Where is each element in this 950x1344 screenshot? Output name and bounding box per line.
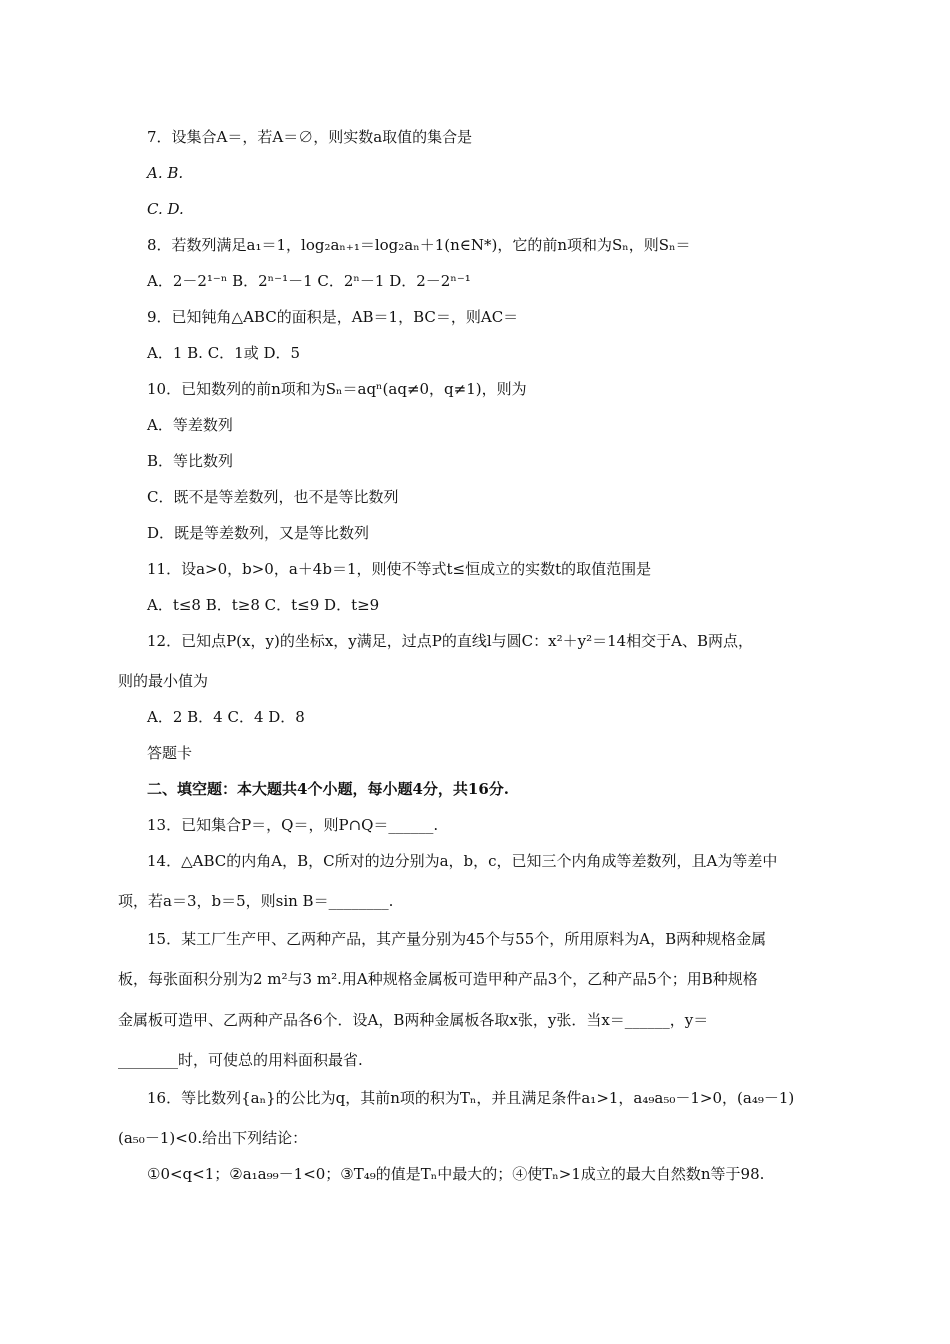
q11-stem: 11．设a>0，b>0，a＋4b＝1，则使不等式t≤恒成立的实数t的取值范围是	[147, 560, 652, 578]
q7-stem: 7．设集合A＝，若A＝∅，则实数a取值的集合是	[147, 128, 473, 146]
q12-stem-cont: 则的最小值为	[118, 672, 209, 690]
q9-options: A．1 B. C．1或 D．5	[147, 344, 301, 362]
q15-line3: 金属板可造甲、乙两种产品各6个．设A，B两种金属板各取x张，y张．当x＝______，y＝	[118, 1011, 709, 1029]
q9-stem: 9．已知钝角△ABC的面积是，AB＝1，BC＝，则AC＝	[147, 308, 519, 326]
q7-options-cd: C. D.	[147, 200, 184, 218]
q15-line4: ________时，可使总的用料面积最省.	[118, 1051, 363, 1069]
q8-options: A．2－2¹⁻ⁿ B．2ⁿ⁻¹－1 C．2ⁿ－1 D．2－2ⁿ⁻¹	[147, 272, 471, 290]
q7-options-ab: A. B.	[147, 164, 184, 182]
q14-line2: 项，若a＝3，b＝5，则sin B＝________.	[118, 892, 394, 910]
q15-line1: 15．某工厂生产甲、乙两种产品，其产量分别为45个与55个，所用原料为A，B两种规格金属	[147, 930, 767, 948]
q14-line1: 14．△ABC的内角A，B，C所对的边分别为a，b，c，已知三个内角成等差数列，且A为等差中	[147, 852, 778, 870]
q12-options: A．2 B．4 C．4 D．8	[147, 708, 305, 726]
q10-option-c: C．既不是等差数列，也不是等比数列	[147, 488, 399, 506]
q10-option-d: D．既是等差数列，又是等比数列	[147, 524, 370, 542]
q10-option-b: B．等比数列	[147, 452, 234, 470]
q16-conclusions: ①0<q<1；②a₁a₉₉－1<0；③T₄₉的值是Tₙ中最大的；④使Tₙ>1成立的最大自然数n等于98.	[147, 1165, 765, 1183]
q8-stem: 8．若数列满足a₁＝1，log₂aₙ₊₁＝log₂aₙ＋1(n∈N*)，它的前n项和为Sₙ，则Sₙ＝	[147, 236, 691, 254]
section2-heading: 二、填空题：本大题共4个小题，每小题4分，共16分.	[147, 780, 509, 798]
q10-stem: 10．已知数列的前n项和为Sₙ＝aqⁿ(aq≠0，q≠1)，则为	[147, 380, 527, 398]
q13: 13．已知集合P＝，Q＝，则P∩Q＝______.	[147, 816, 439, 834]
answer-card-label: 答题卡	[147, 744, 193, 762]
q10-option-a: A．等差数列	[147, 416, 233, 434]
q15-line2: 板，每张面积分别为2 m²与3 m².用A种规格金属板可造甲种产品3个，乙种产品5个；用B种规格	[118, 970, 758, 988]
q11-options: A．t≤8 B．t≥8 C．t≤9 D．t≥9	[147, 596, 380, 614]
q16-line1: 16．等比数列{aₙ}的公比为q，其前n项的积为Tₙ，并且满足条件a₁>1，a₄₉a₅₀－1>0，(a₄₉－1)	[147, 1089, 795, 1107]
q12-stem: 12．已知点P(x，y)的坐标x，y满足，过点P的直线l与圆C：x²＋y²＝14相交于A、B两点，	[147, 632, 754, 650]
q16-line2: (a₅₀－1)<0.给出下列结论：	[118, 1129, 308, 1147]
